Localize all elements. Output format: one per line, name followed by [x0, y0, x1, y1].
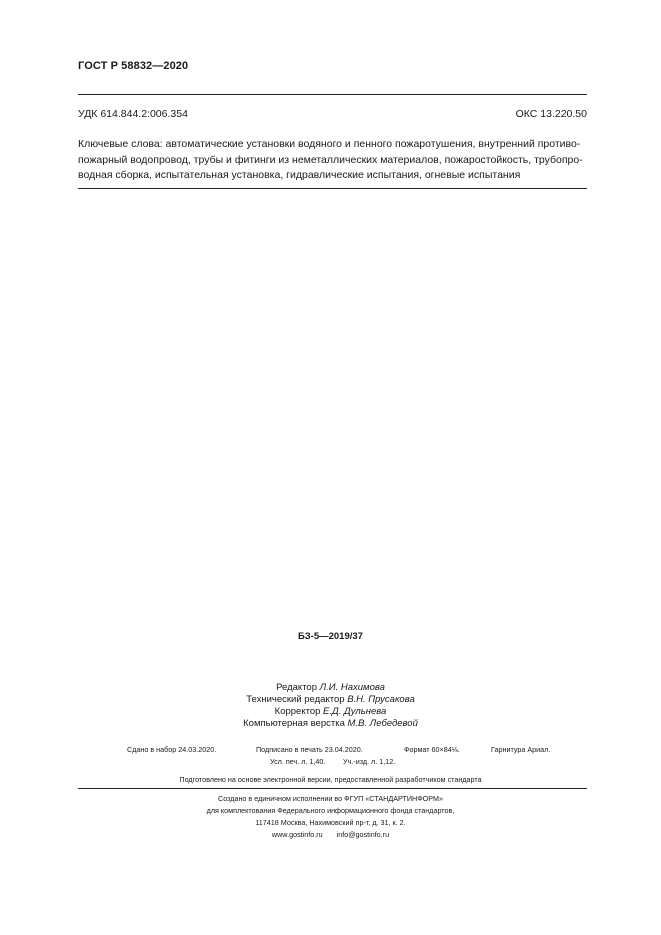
keywords-line: Ключевые слова: автоматические установки водяного и пенного пожаротушения, внутренний противо-	[78, 138, 581, 150]
divider	[78, 94, 587, 95]
publisher-address: 117418 Москва, Нахимовский пр-т, д. 31, к. 2.	[255, 818, 406, 827]
keywords-paragraph	[78, 137, 588, 184]
prepared-note: Подготовлено на основе электронной версии, предоставленной разработчиком стандарта	[179, 775, 482, 784]
oks-code: ОКС 13.220.50	[515, 108, 587, 120]
editor-line	[0, 682, 661, 693]
imprint-format: Формат 60×84⅛.	[404, 745, 460, 754]
imprint-pub-sheets: Уч.-изд. л. 1,12.	[343, 757, 396, 766]
staff-role: Редактор	[276, 682, 318, 693]
staff-role: Технический редактор	[246, 694, 345, 705]
staff-name: М.В. Лебедевой	[347, 718, 418, 729]
publisher-line: Создано в единичном исполнении во ФГУП «СТАНДАРТИНФОРМ»	[218, 794, 443, 803]
divider	[78, 188, 587, 189]
publisher-line: для комплектования Федерального информационного фонда стандартов,	[206, 806, 455, 815]
staff-name: В.Н. Прусакова	[347, 694, 415, 705]
divider	[78, 788, 587, 789]
staff-name: Е.Д. Дульнева	[323, 706, 387, 717]
staff-name: Л.И. Нахимова	[319, 682, 385, 693]
layout-line	[0, 718, 661, 729]
imprint-sent: Сдано в набор 24.03.2020.	[127, 745, 217, 754]
staff-role: Корректор	[274, 706, 321, 717]
keywords-line: водная сборка, испытательная установка, гидравлические испытания, огневые испытания	[78, 169, 521, 181]
bz-number: БЗ-5—2019/37	[298, 631, 363, 642]
corrector-line	[0, 706, 661, 717]
website-link[interactable]: www.gostinfo.ru	[271, 830, 323, 839]
imprint-typeface: Гарнитура Ариал.	[491, 745, 551, 754]
email-link[interactable]: info@gostinfo.ru	[336, 830, 390, 839]
publisher-contacts	[0, 830, 661, 839]
tech-editor-line	[0, 694, 661, 705]
document-id: ГОСТ Р 58832—2020	[78, 60, 189, 72]
keywords-line: пожарный водопровод, трубы и фитинги из неметаллических материалов, пожаростойкость, трубопро-	[78, 153, 583, 166]
staff-role: Компьютерная верстка	[243, 718, 345, 729]
imprint-signed: Подписано в печать 23.04.2020.	[256, 745, 363, 754]
udk-code: УДК 614.844.2:006.354	[78, 108, 188, 120]
imprint-print-sheets: Усл. печ. л. 1,40.	[270, 757, 326, 766]
